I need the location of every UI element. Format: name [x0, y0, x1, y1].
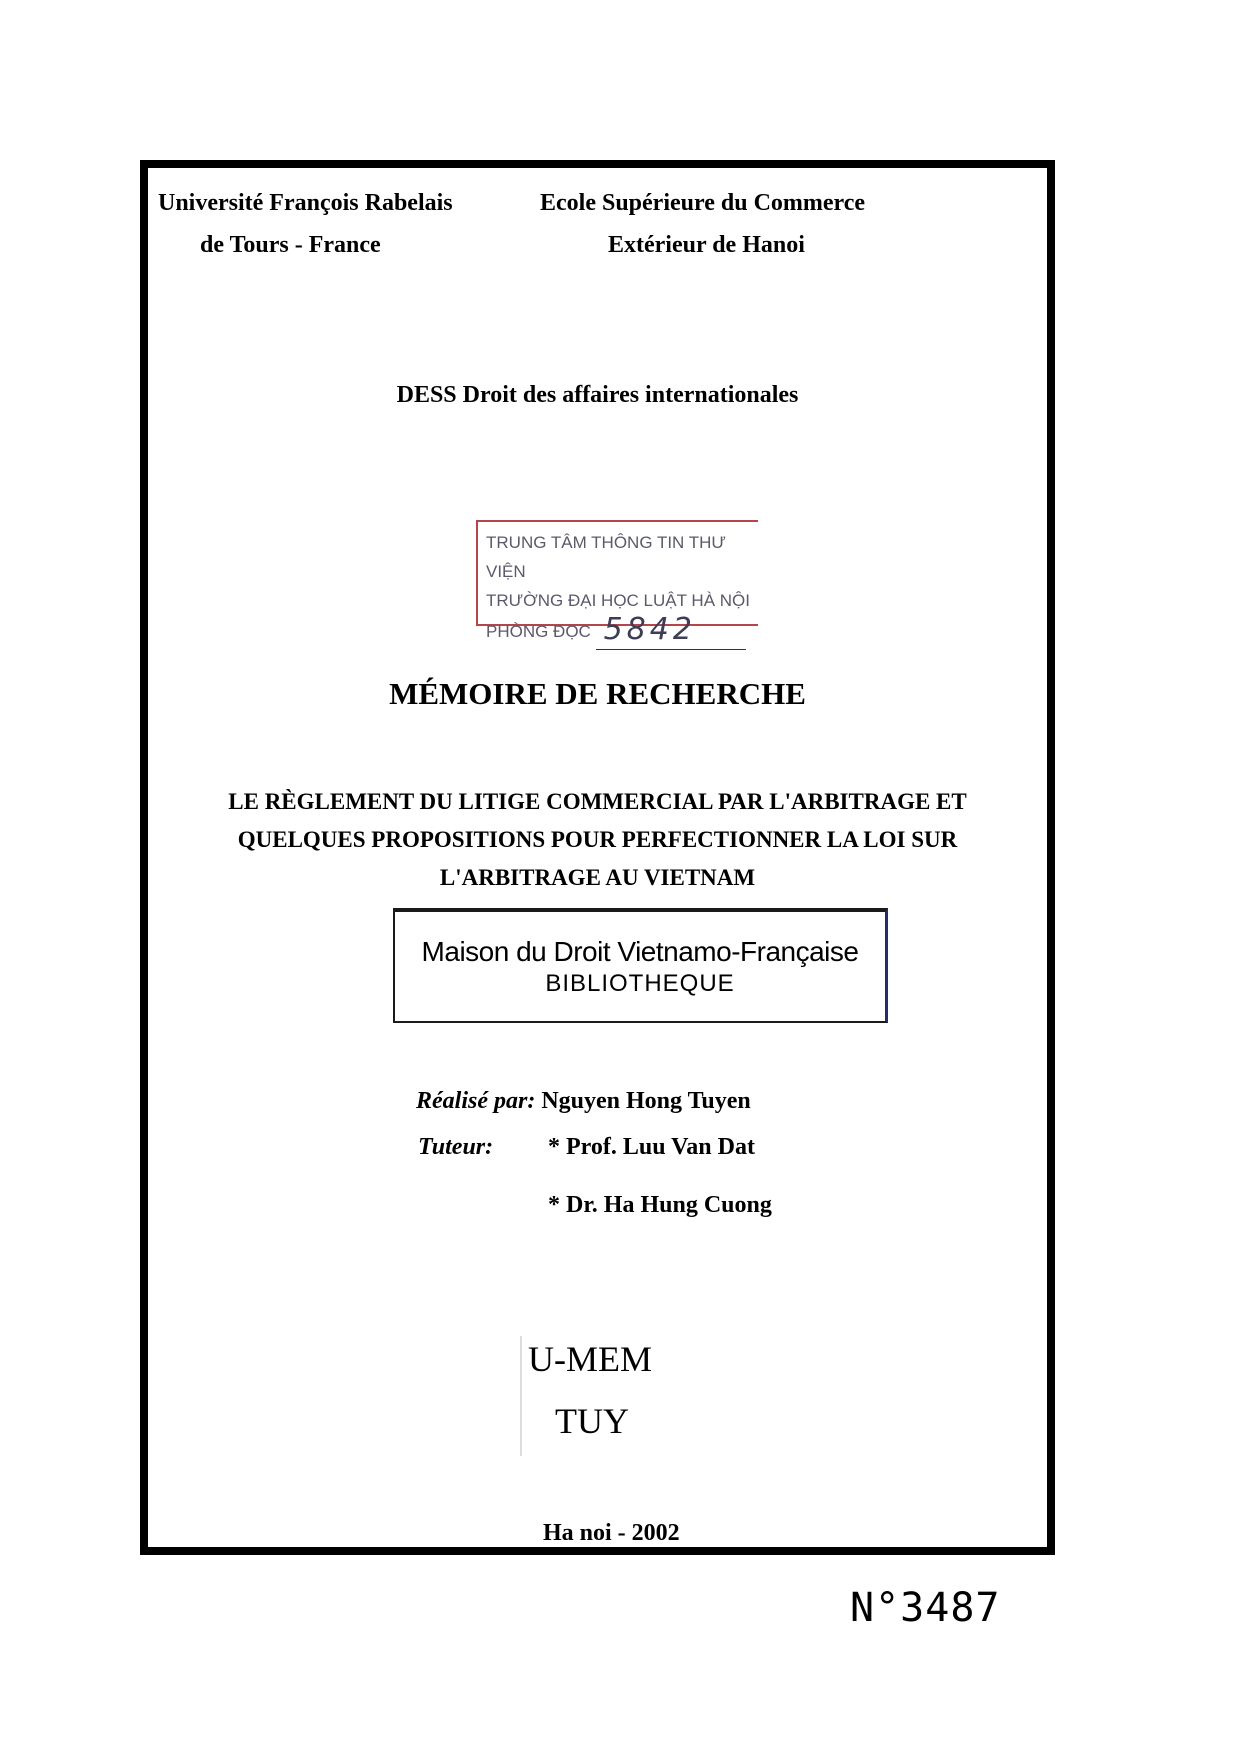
- school-name: Ecole Supérieure du Commerce: [540, 190, 866, 216]
- library-stamp-number: 5842: [603, 612, 696, 647]
- classification-code-1: U-MEM: [528, 1339, 652, 1379]
- tutor-name-2: * Dr. Ha Hung Cuong: [548, 1192, 772, 1218]
- library-stamp-label: PHÒNG ĐỌC: [486, 621, 591, 641]
- page-border: [140, 160, 1055, 1555]
- thesis-subject: [148, 783, 1047, 897]
- author-label: Réalisé par: [416, 1088, 528, 1114]
- university-location: de Tours - France: [200, 232, 381, 258]
- stamp-underline: [596, 612, 746, 650]
- library-stamp-line2: TRƯỜNG ĐẠI HỌC LUẬT HÀ NỘI: [486, 591, 750, 610]
- maison-du-droit-stamp: [393, 908, 888, 1023]
- library-stamp-line1: TRUNG TÂM THÔNG TIN THƯ VIỆN: [486, 533, 726, 581]
- program-name: DESS Droit des affaires internationales: [396, 382, 799, 408]
- code-divider: [520, 1336, 522, 1456]
- classification-code-2: TUY: [555, 1401, 629, 1441]
- maison-stamp-line2: BIBLIOTHEQUE: [545, 970, 735, 997]
- subject-line: L'ARBITRAGE AU VIETNAM: [439, 865, 756, 890]
- handwritten-number: N°3487: [850, 1585, 1001, 1631]
- library-stamp: [476, 520, 758, 647]
- university-name: Université François Rabelais: [158, 190, 453, 216]
- maison-stamp-line1: Maison du Droit Vietnamo-Française: [421, 936, 859, 967]
- tutor-label-line: Tuteur:: [418, 1134, 494, 1160]
- tutor-name-1: * Prof. Luu Van Dat: [548, 1134, 755, 1160]
- tutor-label: Tuteur: [418, 1134, 486, 1160]
- author-line: Réalisé par: Nguyen Hong Tuyen: [416, 1088, 751, 1114]
- place-and-date: Ha noi - 2002: [543, 1520, 680, 1546]
- school-location: Extérieur de Hanoi: [608, 232, 805, 258]
- subject-line: QUELQUES PROPOSITIONS POUR PERFECTIONNER LA LOI SUR: [237, 827, 958, 852]
- author-name: Nguyen Hong Tuyen: [541, 1088, 751, 1114]
- subject-line: LE RÈGLEMENT DU LITIGE COMMERCIAL PAR L'ARBITRAGE ET: [228, 789, 967, 814]
- document-type-title: MÉMOIRE DE RECHERCHE: [389, 676, 806, 711]
